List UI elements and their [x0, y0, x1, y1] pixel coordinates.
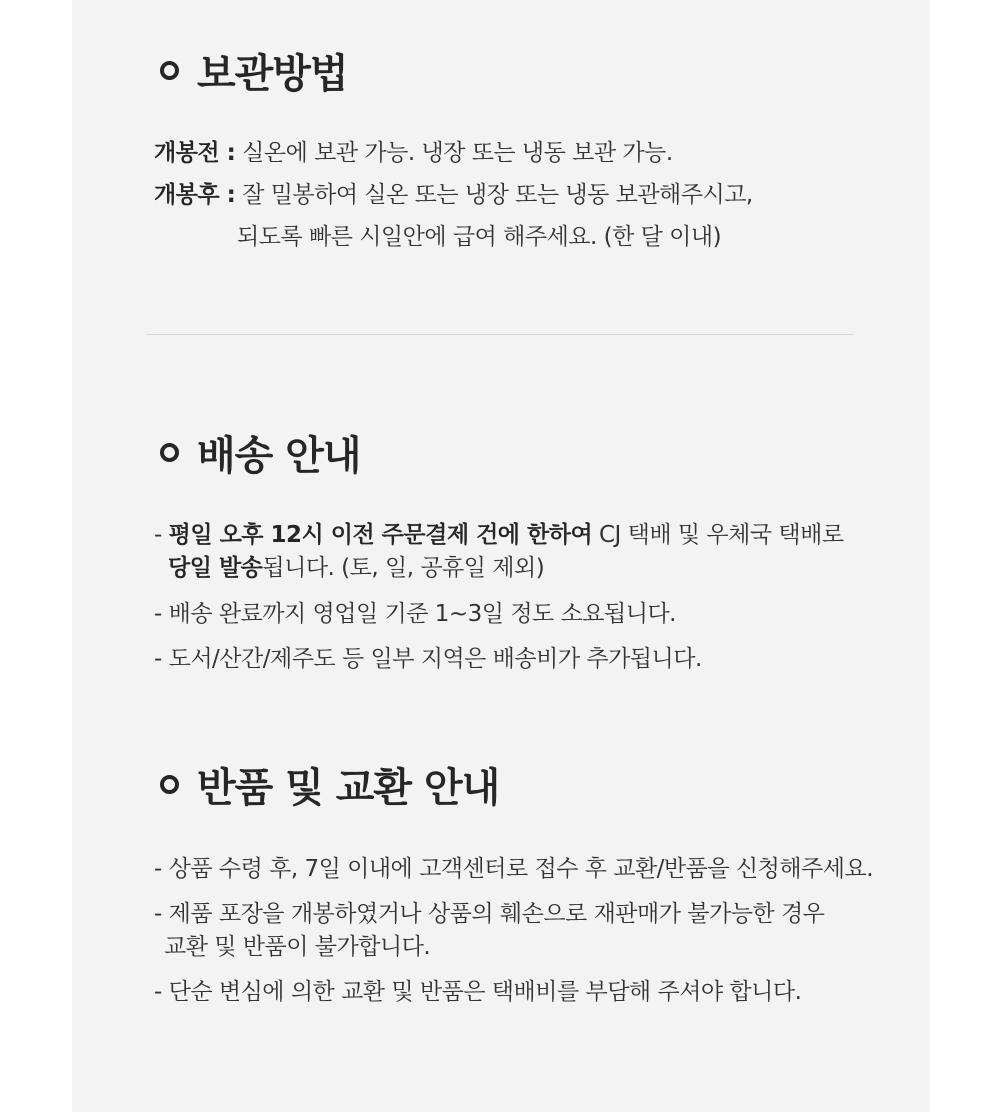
circle-bullet-icon: [160, 61, 179, 80]
after-open-text-1: 잘 밀봉하여 실온 또는 냉장 또는 냉동 보관해주시고,: [242, 182, 753, 208]
shipping-item-2: [154, 595, 676, 628]
returns-title: 반품 및 교환 안내: [197, 765, 500, 811]
before-open-text: 실온에 보관 가능. 냉장 또는 냉동 보관 가능.: [242, 140, 673, 166]
storage-title: 보관방법: [197, 51, 348, 97]
returns-heading: [160, 756, 499, 813]
shipping-duration-text: - 배송 완료까지 영업일 기준 1~3일 정도 소요됩니다.: [154, 601, 676, 627]
before-open-label: 개봉전 :: [154, 140, 236, 166]
return-period-text: - 상품 수령 후, 7일 이내에 고객센터로 접수 후 교환/반품을 신청해주세요.: [154, 856, 874, 882]
dash-prefix: -: [154, 522, 169, 548]
same-day-rest: 됩니다. (토, 일, 공휴일 제외): [262, 555, 545, 581]
return-fee-text: - 단순 변심에 의한 교환 및 반품은 택배비를 부담해 주셔야 합니다.: [154, 979, 802, 1005]
extra-fee-text: - 도서/산간/제주도 등 일부 지역은 배송비가 추가됩니다.: [154, 646, 702, 672]
returns-item-3: [154, 973, 801, 1006]
shipping-item-3: [154, 640, 702, 673]
after-open-text-2: 되도록 빠른 시일안에 급여 해주세요. (한 달 이내): [237, 224, 722, 250]
circle-bullet-icon: [160, 443, 179, 462]
no-return-condition-text: - 제품 포장을 개봉하였거나 상품의 훼손으로 재판매가 불가능한 경우: [154, 901, 825, 927]
storage-after-line-2: [237, 218, 721, 251]
returns-item-1: [154, 850, 873, 883]
storage-before-line: [154, 134, 673, 167]
shipping-item-1: [154, 516, 844, 549]
section-divider: [146, 334, 854, 335]
returns-item-2-cont: [164, 928, 430, 961]
returns-item-2: [154, 895, 824, 928]
info-panel: [72, 0, 930, 1112]
same-day-condition: 평일 오후 12시 이전 주문결제 건에 한하여: [168, 522, 593, 548]
storage-after-line: [154, 176, 753, 209]
same-day-shipping: 당일 발송: [168, 555, 263, 581]
shipping-heading: [160, 424, 361, 481]
circle-bullet-icon: [160, 775, 179, 794]
after-open-label: 개봉후 :: [154, 182, 236, 208]
no-return-result-text: 교환 및 반품이 불가합니다.: [164, 934, 431, 960]
carrier-text: CJ 택배 및 우체국 택배로: [592, 522, 844, 548]
shipping-title: 배송 안내: [197, 433, 361, 479]
shipping-item-1-cont: [168, 549, 544, 582]
storage-heading: [160, 42, 348, 99]
